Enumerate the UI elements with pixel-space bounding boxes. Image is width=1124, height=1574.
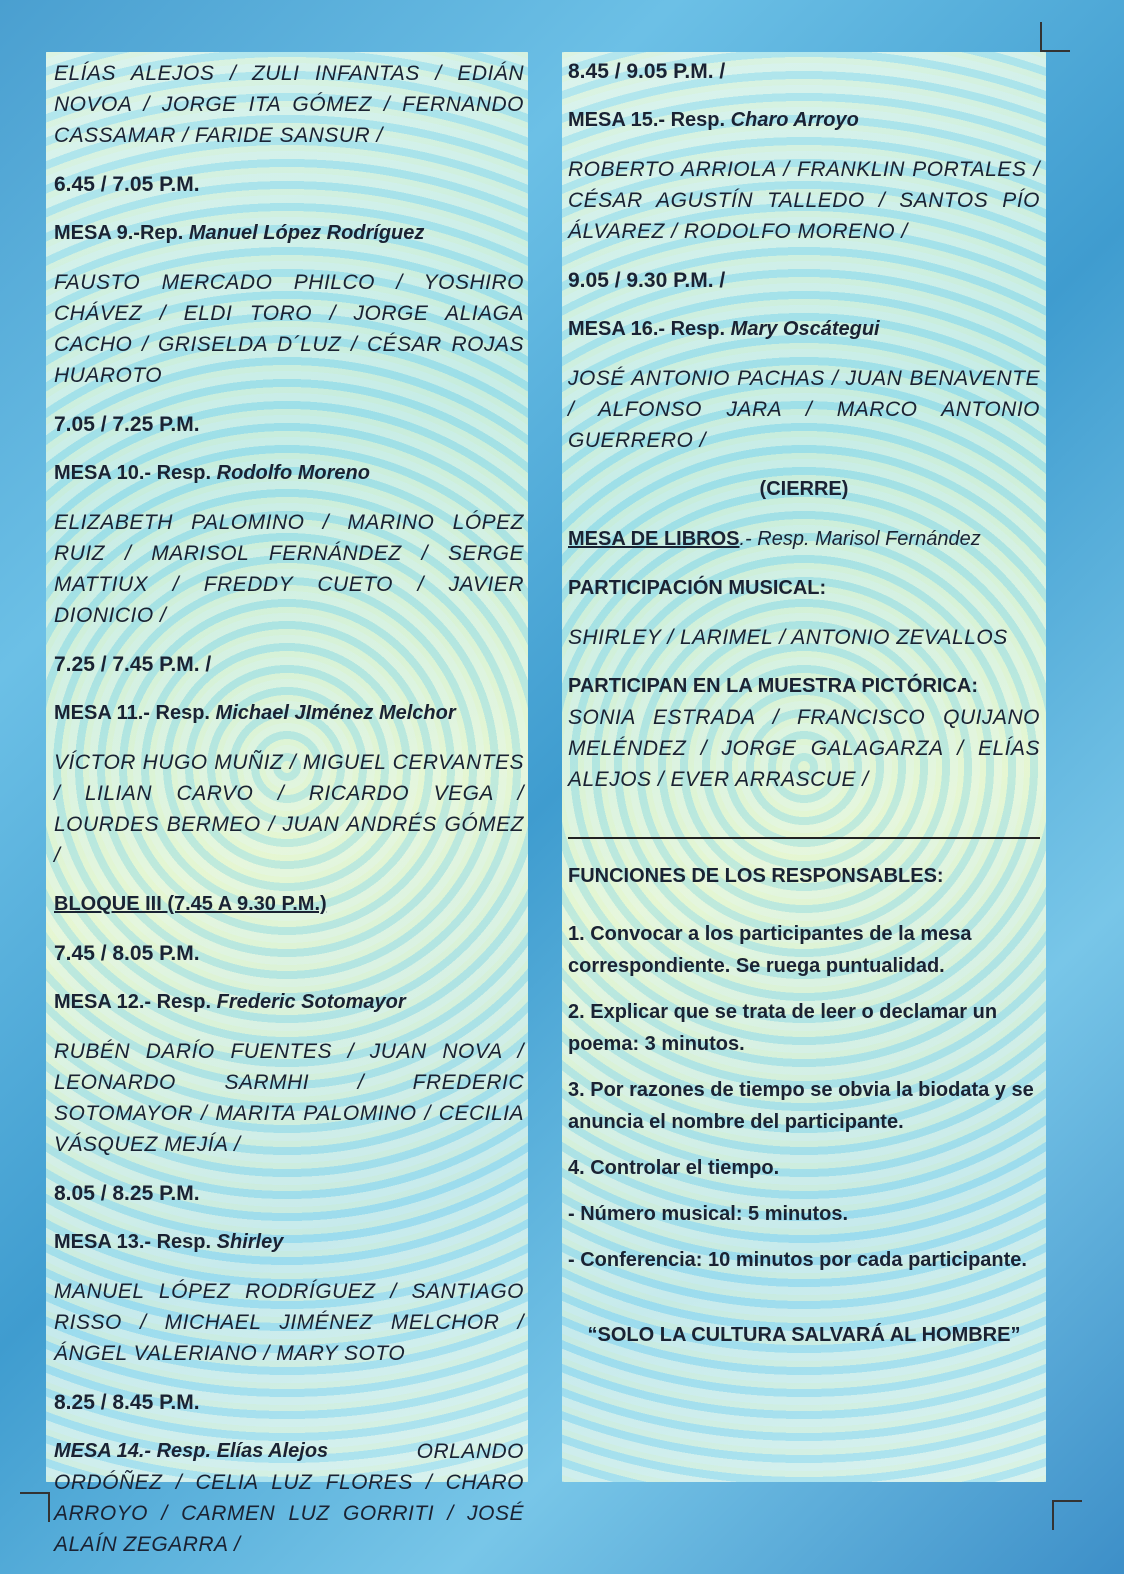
bloque-iii-heading: BLOQUE III (7.45 A 9.30 P.M.) [54,893,327,915]
time-slot-12: 7.45 / 8.05 P.M. [54,942,200,965]
mesa-libros [568,523,1040,555]
section-divider [568,837,1040,839]
cierre-heading: (CIERRE) [759,478,849,500]
crop-mark-bottom-right [1052,1500,1082,1530]
mesa-14-label: MESA 14.- Resp. Elías Alejos [54,1440,329,1462]
time-slot-15: 8.45 / 9.05 P.M. / [568,60,726,83]
mesa-14-first-participant: ORLANDO [416,1440,524,1463]
left-column [46,52,528,1556]
mesa-16-responsible: Mary Oscátegui [730,318,880,340]
mesa-16-participants: JOSÉ ANTONIO PACHAS / JUAN BENAVENTE / ALFONSO JARA / MARCO ANTONIO GUERRERO / [568,367,1040,452]
mesa-9-label: MESA 9.-Rep. [54,222,184,244]
funcion-4: 4. Controlar el tiempo. [568,1157,780,1179]
mesa-10-participants: ELIZABETH PALOMINO / MARINO LÓPEZ RUIZ / MARISOL FERNÁNDEZ / SERGE MATTIUX / FREDDY CUETO / JAVIER DIONICIO / [54,511,524,627]
funciones-heading: FUNCIONES DE LOS RESPONSABLES: [568,865,944,887]
motto: “SOLO LA CULTURA SALVARÁ AL HOMBRE” [587,1324,1021,1346]
time-slot-9: 6.45 / 7.05 P.M. [54,173,200,196]
mesa-10-responsible: Rodolfo Moreno [216,462,370,484]
mesa-12-heading [54,987,524,1018]
musical-participants: SHIRLEY / LARIMEL / ANTONIO ZEVALLOS [568,626,1008,649]
funcion-musical: - Número musical: 5 minutos. [568,1203,849,1225]
mesa-13-label: MESA 13.- Resp. [54,1231,212,1253]
funcion-1: 1. Convocar a los participantes de la mesa correspondiente. Se ruega puntualidad. [568,923,972,977]
musical-heading: PARTICIPACIÓN MUSICAL: [568,577,827,599]
mesa-libros-responsible: .- Resp. Marisol Fernández [739,528,981,550]
mesa-15-participants: ROBERTO ARRIOLA / FRANKLIN PORTALES / CÉSAR AGUSTÍN TALLEDO / SANTOS PÍO ÁLVAREZ / RODOLFO MORENO / [568,158,1040,243]
time-slot-13: 8.05 / 8.25 P.M. [54,1182,200,1205]
names-block-1: ELÍAS ALEJOS / ZULI INFANTAS / EDIÁN NOVOA / JORGE ITA GÓMEZ / FERNANDO CASSAMAR / FARIDE SANSUR / [54,62,524,147]
mesa-11-label: MESA 11.- Resp. [54,702,210,724]
mesa-9-heading [54,218,524,249]
funcion-conferencia: - Conferencia: 10 minutos por cada participante. [568,1249,1027,1271]
funcion-2: 2. Explicar que se trata de leer o declamar un poema: 3 minutos. [568,1001,998,1055]
mesa-libros-label: MESA DE LIBROS [568,528,740,550]
mesa-9-participants: FAUSTO MERCADO PHILCO / YOSHIRO CHÁVEZ / ELDI TORO / JORGE ALIAGA CACHO / GRISELDA D´LUZ / CÉSAR ROJAS HUAROTO [54,271,524,387]
mesa-13-participants: MANUEL LÓPEZ RODRÍGUEZ / SANTIAGO RISSO / MICHAEL JIMÉNEZ MELCHOR / ÁNGEL VALERIANO / MARY SOTO [54,1280,524,1365]
muestra-heading: PARTICIPAN EN LA MUESTRA PICTÓRICA: [568,675,978,697]
mesa-10-heading [54,458,524,489]
mesa-15-label: MESA 15.- Resp. [568,109,726,131]
mesa-12-label: MESA 12.- Resp. [54,991,212,1013]
time-slot-10: 7.05 / 7.25 P.M. [54,413,200,436]
mesa-15-responsible: Charo Arroyo [730,109,859,131]
mesa-16-heading [568,314,1040,345]
mesa-10-label: MESA 10.- Resp. [54,462,212,484]
right-column [562,52,1046,1482]
mesa-16-label: MESA 16.- Resp. [568,318,726,340]
time-slot-11: 7.25 / 7.45 P.M. / [54,653,212,676]
mesa-9-responsible: Manuel López Rodríguez [188,222,425,244]
crop-mark-bottom-left [20,1492,50,1522]
crop-mark-top-right [1040,22,1070,52]
mesa-12-participants: RUBÉN DARÍO FUENTES / JUAN NOVA / LEONARDO SARMHI / FREDERIC SOTOMAYOR / MARITA PALOMINO / CECILIA VÁSQUEZ MEJÍA / [54,1040,524,1156]
mesa-15-heading [568,105,1040,136]
mesa-12-responsible: Frederic Sotomayor [216,991,406,1013]
muestra-participants: SONIA ESTRADA / FRANCISCO QUIJANO MELÉNDEZ / JORGE GALAGARZA / ELÍAS ALEJOS / EVER ARRASCUE / [568,706,1040,791]
mesa-11-heading [54,698,524,729]
time-slot-14: 8.25 / 8.45 P.M. [54,1391,200,1414]
mesa-11-responsible: Michael JIménez Melchor [215,702,456,724]
time-slot-16: 9.05 / 9.30 P.M. / [568,269,726,292]
mesa-14-heading [54,1436,524,1467]
mesa-13-heading [54,1227,524,1258]
mesa-14-participants: ORDÓÑEZ / CELIA LUZ FLORES / CHARO ARROYO / CARMEN LUZ GORRITI / JOSÉ ALAÍN ZEGARRA / [54,1471,524,1556]
mesa-11-participants: VÍCTOR HUGO MUÑIZ / MIGUEL CERVANTES / LILIAN CARVO / RICARDO VEGA / LOURDES BERMEO / JUAN ANDRÉS GÓMEZ / [54,751,524,867]
mesa-13-responsible: Shirley [216,1231,284,1253]
funcion-3: 3. Por razones de tiempo se obvia la biodata y se anuncia el nombre del participante. [568,1079,1034,1133]
